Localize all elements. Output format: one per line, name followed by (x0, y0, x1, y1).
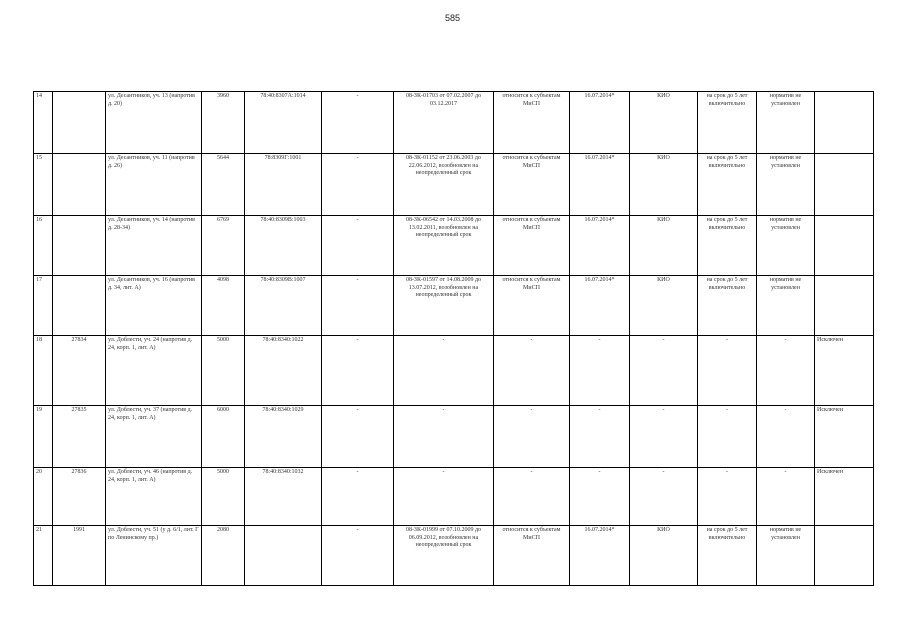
cell-row-number: 15 (34, 154, 53, 216)
cell-organization: КИО (630, 216, 698, 276)
cell-address: ул. Доблести, уч. 37 (напротив д. 24, корп. 1, лит. А) (106, 406, 202, 468)
cell-status: - (494, 468, 570, 526)
cell-code (53, 92, 106, 154)
page-number: 585 (444, 13, 461, 23)
table-row (34, 526, 874, 586)
cell-note (815, 216, 874, 276)
cell-organization: - (630, 406, 698, 468)
cell-status: относится к субъектам МиСП (494, 92, 570, 154)
cell-cadastral-number: 78:40:8309В:1007 (245, 276, 322, 336)
cell-area: 4098 (202, 276, 245, 336)
table-row (34, 468, 874, 526)
cell-code (53, 154, 106, 216)
cell-code (53, 216, 106, 276)
cell-cadastral-number: 78:8309Г:1001 (245, 154, 322, 216)
cell-agreement: - (394, 406, 494, 468)
cell-term: на срок до 5 лет включительно (698, 216, 757, 276)
cell-organization: КИО (630, 526, 698, 586)
cell-cadastral-number: 78:40:8309В:1003 (245, 216, 322, 276)
cell-agreement: - (394, 336, 494, 406)
cell-date: 16.07.2014* (570, 216, 630, 276)
cell-status: относится к субъектам МиСП (494, 216, 570, 276)
cell-cadastral-number: 78:40:8340:1032 (245, 468, 322, 526)
table-row (34, 406, 874, 468)
cell-status: относится к субъектам МиСП (494, 276, 570, 336)
cell-agreement: - (394, 468, 494, 526)
cell-norm: норматив не установлен (757, 276, 815, 336)
cell-date: 16.07.2014* (570, 154, 630, 216)
cell-address: ул. Доблести, уч. 24 (напротив д. 24, корп. 1, лит. А) (106, 336, 202, 406)
cell-dash: - (322, 276, 394, 336)
cell-term: на срок до 5 лет включительно (698, 154, 757, 216)
cell-status: - (494, 336, 570, 406)
cell-norm: - (757, 336, 815, 406)
cell-row-number: 17 (34, 276, 53, 336)
cell-norm: норматив не установлен (757, 526, 815, 586)
cell-dash: - (322, 154, 394, 216)
cell-norm: норматив не установлен (757, 92, 815, 154)
cell-address: ул. Доблести, уч. 51 (у д. 6/1, лит. Г по Ленинскому пр.) (106, 526, 202, 586)
table-row (34, 154, 874, 216)
cell-dash: - (322, 216, 394, 276)
cell-cadastral-number: 78:40:8307А:1014 (245, 92, 322, 154)
cell-organization: КИО (630, 154, 698, 216)
cell-agreement: 08-ЗК-06542 от 14.03.2008 до 13.02.2011, возобновлен на неопределенный срок (394, 216, 494, 276)
cell-address: ул. Доблести, уч. 46 (напротив д. 24, корп. 1, лит. А) (106, 468, 202, 526)
cell-area: 5000 (202, 336, 245, 406)
cell-organization: - (630, 468, 698, 526)
cell-row-number: 19 (34, 406, 53, 468)
cell-term: на срок до 5 лет включительно (698, 276, 757, 336)
cell-note: Исключен (815, 406, 874, 468)
cell-date: - (570, 336, 630, 406)
cell-agreement: 08-ЗК-01597 от 14.08.2009 до 13.07.2012, возобновлен на неопределенный срок (394, 276, 494, 336)
cell-agreement: 08-ЗК-01703 от 07.02.2007 до 03.12.2017 (394, 92, 494, 154)
cell-dash: - (322, 468, 394, 526)
cell-term: - (698, 336, 757, 406)
cell-row-number: 18 (34, 336, 53, 406)
cell-cadastral-number (245, 526, 322, 586)
table-row (34, 216, 874, 276)
cell-dash: - (322, 406, 394, 468)
table-row (34, 92, 874, 154)
cell-cadastral-number: 78:40:8340:1029 (245, 406, 322, 468)
cell-date: - (570, 468, 630, 526)
cell-dash: - (322, 92, 394, 154)
cell-row-number: 20 (34, 468, 53, 526)
cell-dash: - (322, 336, 394, 406)
cell-address: ул. Десантников, уч. 16 (напротив д. 34, лит. А) (106, 276, 202, 336)
cell-term: - (698, 468, 757, 526)
cell-term: - (698, 406, 757, 468)
cell-date: 16.07.2014* (570, 92, 630, 154)
cell-code: 1991 (53, 526, 106, 586)
cell-agreement: 08-ЗК-01152 от 23.06.2003 до 22.06.2012, возобновлен на неопределенный срок (394, 154, 494, 216)
cell-norm: норматив не установлен (757, 216, 815, 276)
cell-norm: норматив не установлен (757, 154, 815, 216)
cell-date: 16.07.2014* (570, 526, 630, 586)
cell-area: 5000 (202, 468, 245, 526)
cell-area: 6000 (202, 406, 245, 468)
cell-dash: - (322, 526, 394, 586)
cell-note (815, 92, 874, 154)
cell-norm: - (757, 406, 815, 468)
cell-area: 6769 (202, 216, 245, 276)
cell-status: относится к субъектам МиСП (494, 154, 570, 216)
cell-organization: КИО (630, 276, 698, 336)
cell-address: ул. Десантников, уч. 11 (напротив д. 26) (106, 154, 202, 216)
cell-area: 3960 (202, 92, 245, 154)
cell-cadastral-number: 78:40:8340:1022 (245, 336, 322, 406)
cell-term: на срок до 5 лет включительно (698, 526, 757, 586)
cell-row-number: 16 (34, 216, 53, 276)
cell-area: 2080 (202, 526, 245, 586)
cell-note: Исключен (815, 336, 874, 406)
cell-code: 27836 (53, 468, 106, 526)
cell-status: - (494, 406, 570, 468)
cell-note (815, 276, 874, 336)
cell-organization: - (630, 336, 698, 406)
cell-organization: КИО (630, 92, 698, 154)
cell-term: на срок до 5 лет включительно (698, 92, 757, 154)
cell-date: 16.07.2014* (570, 276, 630, 336)
cell-code (53, 276, 106, 336)
cell-norm: - (757, 468, 815, 526)
cell-status: относится к субъектам МиСП (494, 526, 570, 586)
table-row (34, 336, 874, 406)
cell-area: 5644 (202, 154, 245, 216)
cell-address: ул. Десантников, уч. 13 (напротив д. 20) (106, 92, 202, 154)
table-row (34, 276, 874, 336)
register-table (33, 91, 874, 586)
cell-code: 27834 (53, 336, 106, 406)
cell-agreement: 08-ЗК-01999 от 07.10.2009 до 06.09.2012, возобновлен на неопределенный срок (394, 526, 494, 586)
cell-address: ул. Десантников, уч. 14 (напротив д. 28-34) (106, 216, 202, 276)
cell-row-number: 14 (34, 92, 53, 154)
cell-note (815, 154, 874, 216)
cell-code: 27835 (53, 406, 106, 468)
cell-note (815, 526, 874, 586)
cell-note: Исключен (815, 468, 874, 526)
cell-row-number: 21 (34, 526, 53, 586)
cell-date: - (570, 406, 630, 468)
